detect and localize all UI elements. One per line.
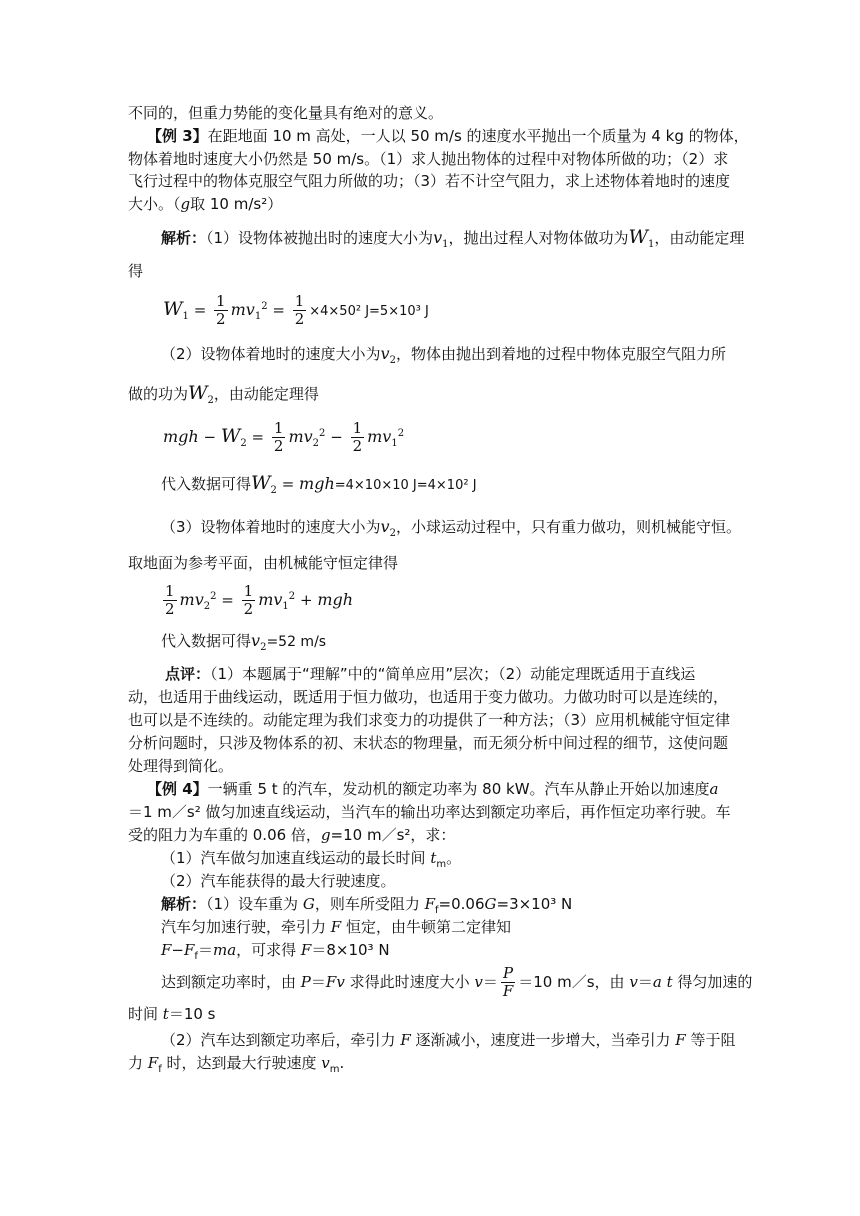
denominator: 2 bbox=[273, 437, 284, 455]
text-span: ，可求得 bbox=[236, 941, 301, 959]
text-span: =52 m/s bbox=[266, 634, 327, 650]
symbol-t: t bbox=[666, 973, 673, 991]
symbol-g-weight: G bbox=[484, 895, 497, 913]
symbol-mv: mv bbox=[258, 590, 283, 609]
text-line: 也可以是不连续的。动能定理为我们求变力的功提供了一种方法；（3）应用机械能守恒定律 bbox=[128, 711, 731, 729]
denominator: 2 bbox=[352, 437, 363, 455]
text-line bbox=[128, 382, 319, 406]
superscript: 2 bbox=[397, 428, 405, 439]
text-line: ＝1 m／s² 做匀加速直线运动，当汽车的输出功率达到额定功率后，再作恒定功率行驶。车 bbox=[128, 803, 731, 821]
subscript: 2 bbox=[203, 601, 211, 612]
subscript: 2 bbox=[389, 355, 396, 366]
symbol-mv: mv bbox=[288, 427, 313, 446]
text-span: ＝ bbox=[197, 941, 213, 959]
symbol-a: a bbox=[709, 780, 719, 798]
text-span: 代入数据可得 bbox=[161, 475, 252, 493]
symbol-f: F bbox=[300, 941, 312, 959]
text-span: ＝10 m／s，由 bbox=[518, 973, 630, 991]
symbol-w: W bbox=[628, 226, 649, 248]
symbol-mgh: mgh bbox=[317, 590, 354, 609]
text-span: ，由动能定理 bbox=[654, 229, 745, 247]
numerator: 1 bbox=[165, 582, 175, 600]
text-span: =4×10×10 J=4×10² J bbox=[334, 478, 477, 493]
text-span: （1）本题属于“理解”中的“简单应用”层次；（2）动能定理既适用于直线运 bbox=[210, 665, 696, 683]
text-span: ，物体由抛出到着地的过程中物体克服空气阻力所 bbox=[395, 345, 726, 363]
symbol-mgh: mgh bbox=[299, 474, 335, 493]
fraction bbox=[293, 293, 307, 328]
comment-line bbox=[165, 665, 695, 683]
text-span: =0.06 bbox=[438, 895, 485, 913]
text-line bbox=[161, 517, 741, 539]
text-line: （2）汽车能获得的最大行驶速度。 bbox=[161, 872, 396, 890]
text-line bbox=[128, 195, 282, 213]
superscript: 2 bbox=[261, 301, 268, 312]
denominator: 2 bbox=[243, 600, 254, 618]
equals-sign: = bbox=[221, 591, 234, 609]
numerator: 1 bbox=[273, 419, 284, 437]
subscript: m bbox=[436, 859, 447, 870]
symbol-g: g bbox=[180, 195, 191, 213]
symbol-g-weight: G bbox=[302, 895, 315, 913]
solution-label: 解析： bbox=[161, 895, 207, 913]
denominator: 2 bbox=[216, 310, 226, 328]
subscript: 2 bbox=[270, 485, 277, 496]
text-span: 代入数据可得 bbox=[161, 632, 252, 650]
text-line bbox=[161, 918, 511, 936]
equals-sign: = bbox=[251, 428, 265, 446]
subscript: 2 bbox=[312, 438, 320, 449]
text-line: 得 bbox=[128, 262, 144, 280]
denominator: 2 bbox=[294, 310, 305, 328]
fraction bbox=[351, 420, 365, 455]
text-span: ，由动能定理得 bbox=[213, 385, 319, 403]
superscript: 2 bbox=[319, 428, 326, 439]
text-line bbox=[128, 1005, 215, 1023]
fraction bbox=[163, 583, 177, 618]
subscript: 1 bbox=[648, 239, 655, 250]
text-span: （2）汽车达到额定功率后，牵引力 bbox=[161, 1031, 401, 1049]
numerator: 1 bbox=[294, 292, 305, 310]
symbol-v: v bbox=[251, 631, 261, 650]
text-span: 。 bbox=[446, 849, 462, 867]
text-span: ，抛出过程人对物体做功为 bbox=[448, 229, 629, 247]
text-span: （1）设车重为 bbox=[206, 895, 303, 913]
text-line: 取地面为参考平面，由机械能守恒定律得 bbox=[128, 554, 399, 572]
symbol-w: W bbox=[163, 298, 183, 320]
solution-line bbox=[161, 226, 745, 250]
subscript: 2 bbox=[260, 642, 267, 653]
numerator: P bbox=[503, 964, 514, 982]
denominator: 2 bbox=[165, 600, 175, 618]
text-line: 飞行过程中的物体克服空气阻力所做的功；（3）若不计空气阻力，求上述物体着地时的速度 bbox=[128, 172, 731, 190]
numerator: 1 bbox=[216, 292, 226, 310]
symbol-w: W bbox=[220, 425, 241, 447]
text-line bbox=[128, 1054, 345, 1075]
text-span: 恒定，由牛顿第二定律知 bbox=[341, 918, 511, 936]
subscript: 1 bbox=[282, 601, 289, 612]
text-span: 大小。（ bbox=[128, 195, 181, 213]
symbol-f: F bbox=[400, 1031, 411, 1049]
text-line: $F-F_f=ma$，可求得 F＝8×10³ N bbox=[161, 941, 390, 962]
symbol-p: P bbox=[300, 973, 311, 991]
text-line bbox=[128, 826, 455, 844]
subscript: 2 bbox=[240, 438, 247, 449]
symbol-v: v bbox=[380, 344, 390, 363]
text-span: 受的阻力为车重的 0.06 倍， bbox=[128, 826, 321, 844]
symbol-t: t bbox=[162, 1005, 169, 1023]
text-span: 达到额定功率时，由 bbox=[161, 973, 301, 991]
comment-label: 点评： bbox=[165, 665, 211, 683]
text-line bbox=[161, 1031, 736, 1049]
symbol-v: v bbox=[321, 1054, 330, 1072]
symbol-v: v bbox=[433, 228, 443, 247]
text-span: ×4×50² J=5×10³ J bbox=[309, 304, 429, 319]
text-span: =10 m／s²，求： bbox=[330, 826, 456, 844]
symbol-mv: mv bbox=[179, 590, 204, 609]
fraction bbox=[501, 965, 515, 1000]
text-span: （1）设物体被抛出时的速度大小为 bbox=[206, 229, 434, 247]
solution-label: 解析： bbox=[161, 229, 207, 247]
superscript: 2 bbox=[210, 591, 217, 602]
text-span: （1）汽车做匀加速直线运动的最长时间 bbox=[161, 849, 431, 867]
subscript: f bbox=[158, 1064, 162, 1075]
text-span: =3×10³ N bbox=[496, 895, 573, 913]
symbol-g: g bbox=[320, 826, 331, 844]
text-span: 一辆重 5 t 的汽车，发动机的额定功率为 80 kW。汽车从静止开始以加速度 bbox=[207, 780, 710, 798]
symbol-f: F bbox=[147, 1054, 159, 1072]
superscript: 2 bbox=[288, 591, 296, 602]
subscript: 2 bbox=[389, 528, 396, 539]
text-span: ＝ bbox=[637, 973, 653, 991]
symbol-v: v bbox=[629, 973, 638, 991]
symbol-a: a bbox=[652, 973, 662, 991]
equation-3 bbox=[163, 578, 353, 622]
text-span: 时间 bbox=[128, 1005, 163, 1023]
symbol-mv: mv bbox=[367, 427, 392, 446]
symbol-w: W bbox=[251, 472, 271, 494]
symbol-f: F bbox=[184, 941, 195, 959]
text-span: ，则车所受阻力 bbox=[314, 895, 425, 913]
subscript: f bbox=[194, 951, 198, 962]
text-span: 取 10 m/s²） bbox=[190, 195, 283, 213]
fraction bbox=[242, 583, 256, 618]
equals-sign: = bbox=[272, 301, 285, 319]
solution-line bbox=[161, 895, 573, 916]
example-3-line bbox=[147, 127, 749, 145]
text-span: 汽车匀加速行驶，牵引力 bbox=[161, 918, 331, 936]
equation-2 bbox=[163, 414, 404, 459]
text-span: 力 bbox=[128, 1054, 148, 1072]
text-span: ＝ bbox=[310, 973, 326, 991]
symbol-w: W bbox=[188, 382, 208, 404]
text-line bbox=[161, 344, 726, 366]
fraction bbox=[214, 293, 228, 328]
minus-sign: − bbox=[203, 428, 217, 446]
symbol-f: F bbox=[424, 895, 436, 913]
text-line bbox=[161, 849, 462, 870]
text-span: 等于阻 bbox=[685, 1031, 736, 1049]
text-span: 时，达到最大行驶速度 bbox=[161, 1054, 322, 1072]
text-span: . bbox=[339, 1054, 345, 1072]
symbol-mv: mv bbox=[230, 300, 255, 319]
text-span: （3）设物体着地时的速度大小为 bbox=[161, 518, 381, 536]
symbol-f: F bbox=[325, 973, 337, 991]
text-line bbox=[161, 632, 326, 651]
subscript: 1 bbox=[182, 311, 189, 322]
equals-sign: = bbox=[193, 301, 207, 319]
subscript: f bbox=[435, 905, 439, 916]
text-span: 求得此时速度大小 bbox=[344, 973, 475, 991]
symbol-v: v bbox=[474, 973, 483, 991]
subscript: 1 bbox=[254, 311, 262, 322]
text-span: ，小球运动过程中，只有重力做功，则机械能守恒。 bbox=[395, 518, 741, 536]
text-line: 分析问题时，只涉及物体系的初、末状态的物理量，而无须分析中间过程的细节，这使问题 bbox=[128, 734, 729, 752]
example-4-line bbox=[147, 780, 719, 798]
plus-sign: + bbox=[299, 591, 313, 609]
text-span: 逐渐减小，速度进一步增大，当牵引力 bbox=[410, 1031, 676, 1049]
subscript: 1 bbox=[391, 438, 398, 449]
text-span: 在距地面 10 m 高处，一人以 50 m/s 的速度水平抛出一个质量为 4 kg 的物体， bbox=[207, 127, 749, 145]
text-span: ＝8×10³ N bbox=[311, 941, 390, 959]
symbol-f: F bbox=[330, 918, 342, 936]
text-line: 达到额定功率时，由 P＝Fv 求得此时速度大小 v＝ $\frac{P}{F}$ ＝10 m／s，由 v＝a t 得匀加速的 bbox=[161, 964, 753, 1000]
example-4-label: 【例 4】 bbox=[147, 780, 208, 798]
subscript: 2 bbox=[207, 395, 214, 406]
text-line: 动，也适用于曲线运动，既适用于恒力做功，也适用于变力做功。力做功时可以是连续的， bbox=[128, 688, 729, 706]
symbol-mgh: mgh bbox=[163, 427, 199, 446]
subscript: m bbox=[329, 1064, 340, 1075]
numerator: 1 bbox=[243, 582, 254, 600]
numerator: 1 bbox=[352, 419, 363, 437]
example-3-label: 【例 3】 bbox=[147, 127, 208, 145]
text-span: 做的功为 bbox=[128, 385, 189, 403]
text-line: 处理得到简化。 bbox=[128, 757, 234, 775]
subscript: 1 bbox=[442, 239, 449, 250]
fraction bbox=[272, 420, 286, 455]
equation-1 bbox=[163, 288, 429, 333]
symbol-t: t bbox=[430, 849, 437, 867]
text-line: 物体着地时速度大小仍然是 50 m/s。（1）求人抛出物体的过程中对物体所做的功；（2）求 bbox=[128, 150, 729, 168]
symbol-v: v bbox=[336, 973, 345, 991]
text-span: 得匀加速的 bbox=[672, 973, 753, 991]
text-span: ＝10 s bbox=[168, 1005, 216, 1023]
text-span: （2）设物体着地时的速度大小为 bbox=[161, 345, 381, 363]
symbol-v: v bbox=[380, 517, 390, 536]
denominator: F bbox=[502, 982, 514, 1000]
text-line: 代入数据可得$W_2 = mgh=4\times 10\times 10$ J=4×10² J bbox=[161, 472, 477, 496]
text-line: 不同的，但重力势能的变化量具有绝对的意义。 bbox=[128, 104, 444, 122]
symbol-f: F bbox=[161, 941, 172, 959]
minus-sign: − bbox=[330, 428, 343, 446]
symbol-f: F bbox=[675, 1031, 686, 1049]
